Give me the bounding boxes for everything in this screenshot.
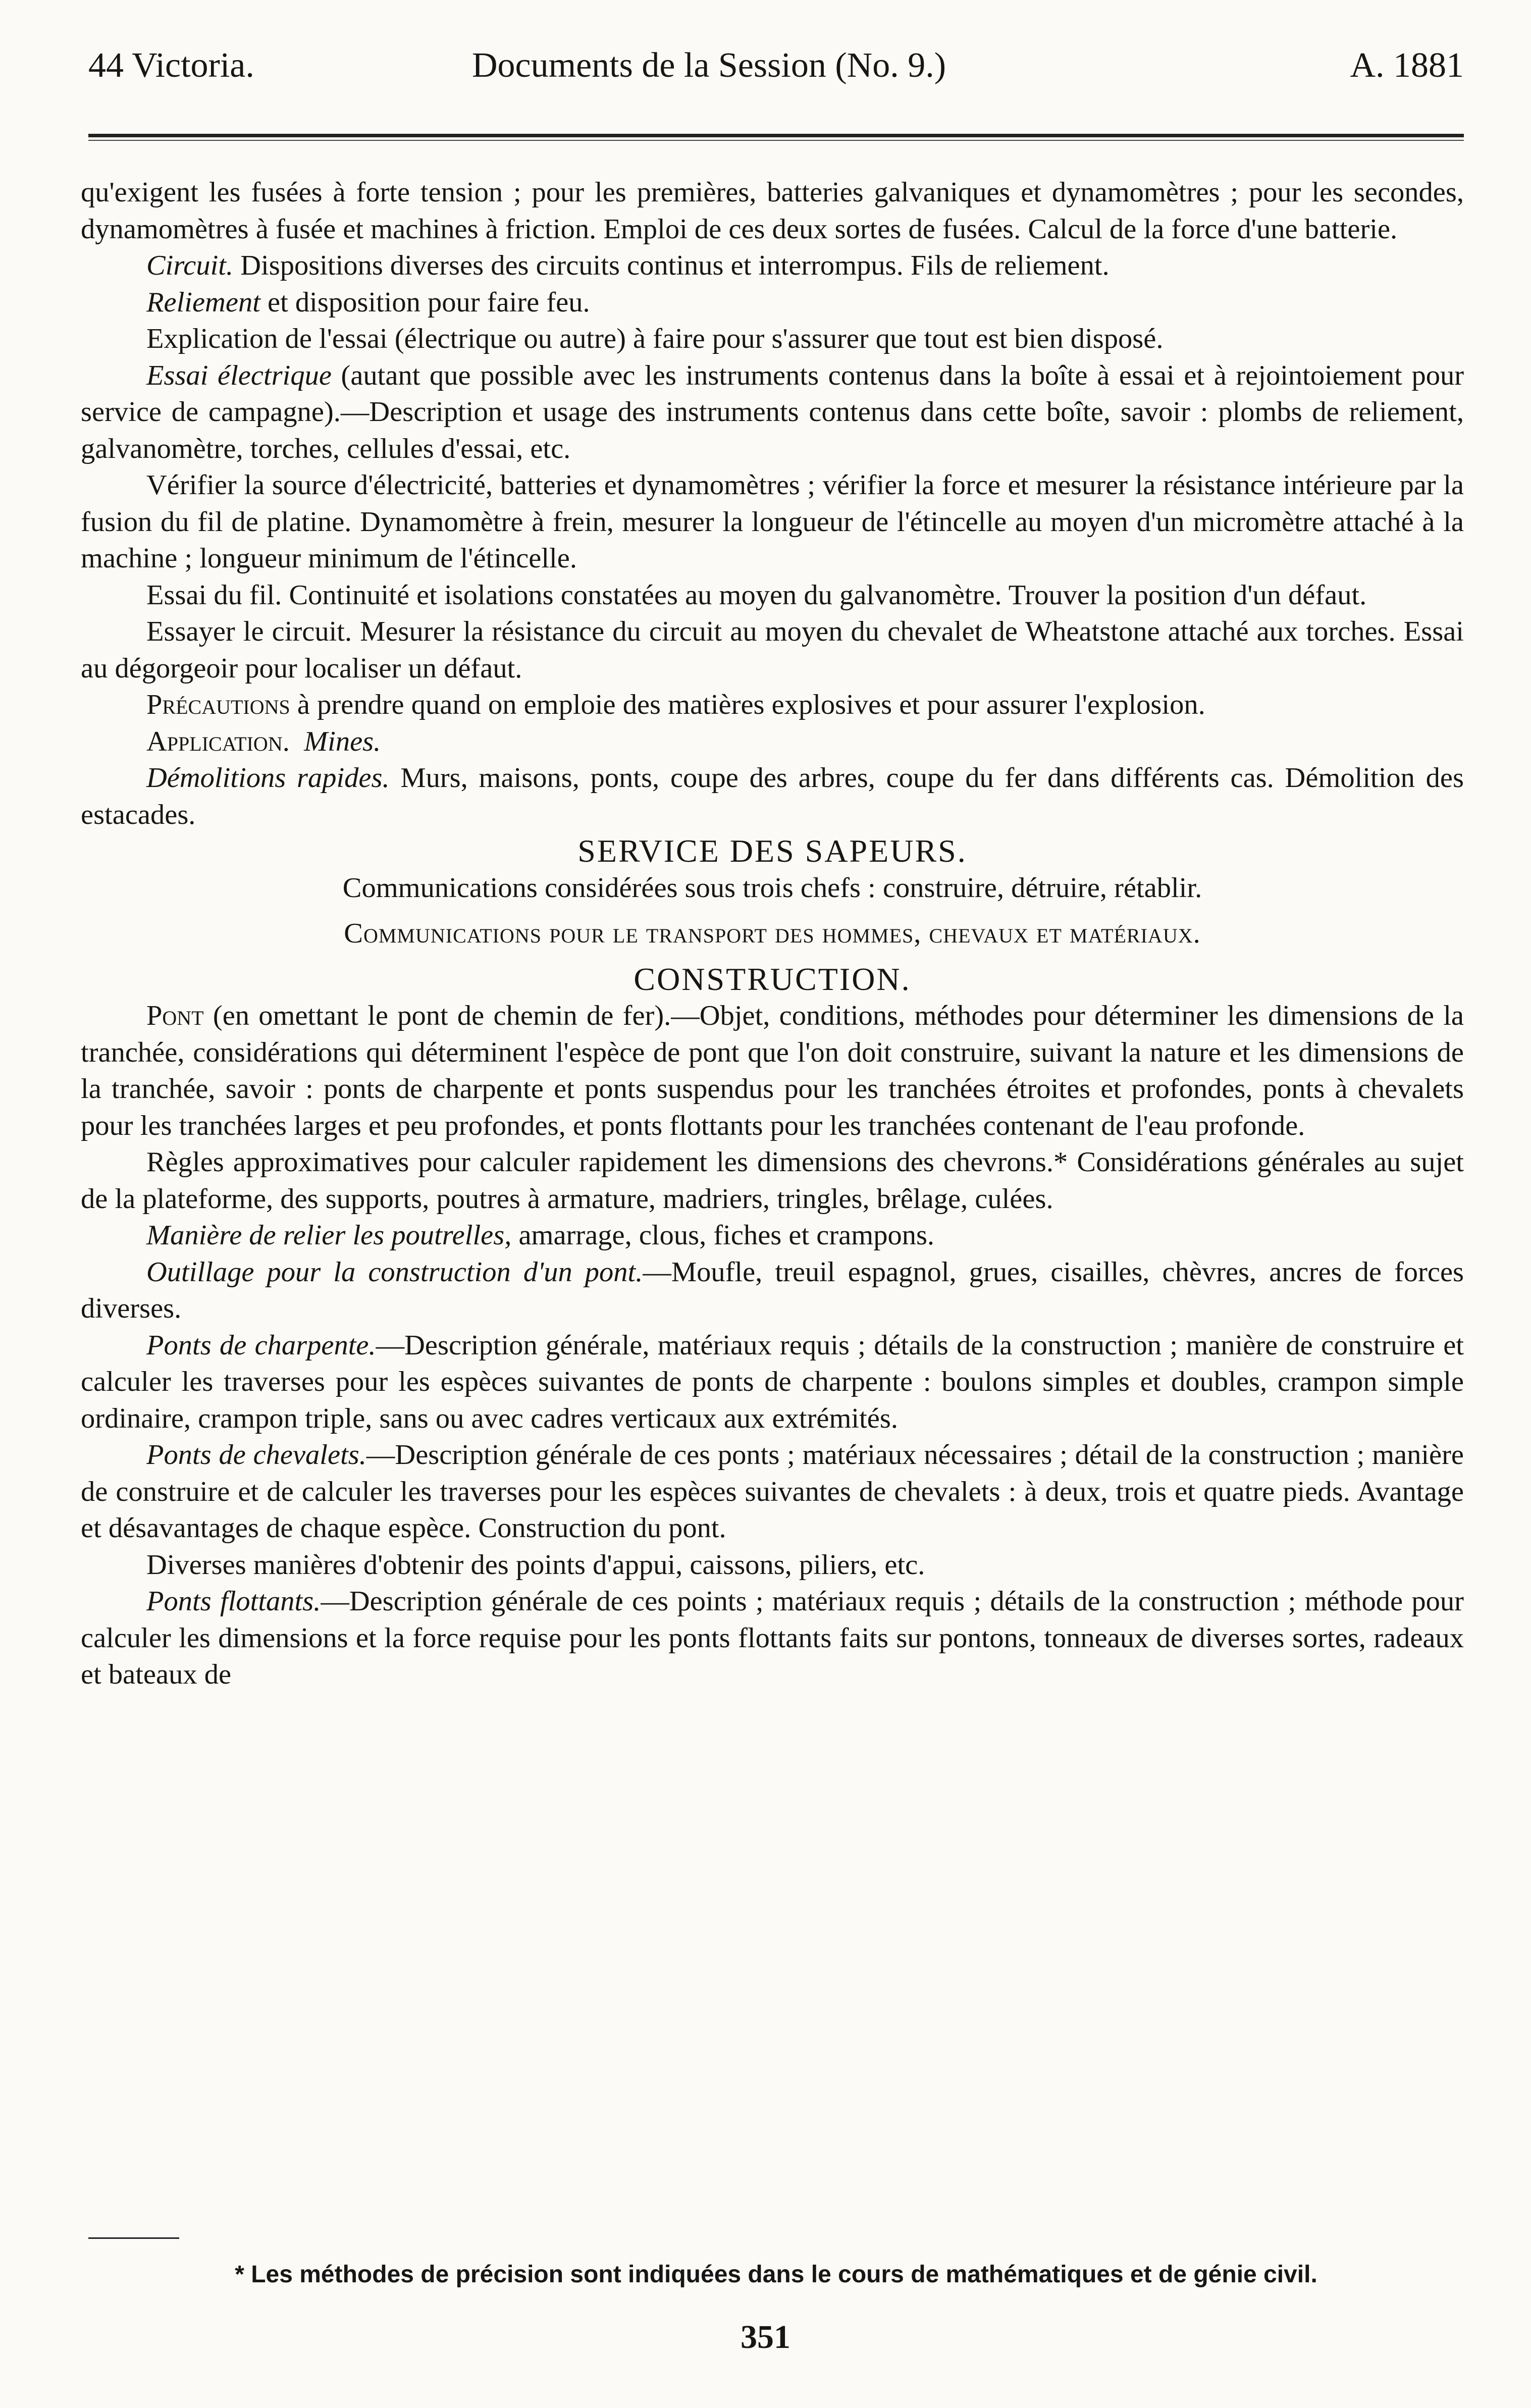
paragraph <box>81 687 1464 723</box>
header-right: A. 1881 <box>1350 46 1464 85</box>
paragraph-text: —Description générale, matériaux requis ; détails de la construction ; manière de construire et calculer les traverses pour les espèces suivantes de ponts de charpente : boulons simples et doubles, crampon simple ordinaire, crampon triple, sans ou avec cadres verticaux aux extrémités. <box>81 1329 1464 1434</box>
header-rule-thick <box>88 134 1464 137</box>
paragraph-text: Dispositions diverses des circuits continus et interrompus. Fils de reliement. <box>233 250 1110 281</box>
paragraph-text: et disposition pour faire feu. <box>260 286 590 318</box>
footnote-rule <box>88 2237 179 2239</box>
page-number: 351 <box>741 2319 790 2355</box>
paragraph-text: —Description générale de ces ponts ; matériaux nécessaires ; détail de la construction ; manière de construire et de calculer les traverses pour les espèces suivantes de chevalets : à deux, trois et quatre pieds. Avantage et désavantages de chaque espèce. Construction du pont. <box>81 1439 1464 1544</box>
paragraph: Explication de l'essai (électrique ou autre) à faire pour s'assurer que tout est bien disposé. <box>146 323 1164 354</box>
paragraph-lead: Essai électrique <box>146 359 332 391</box>
paragraph-lead: Ponts de chevalets. <box>146 1439 366 1471</box>
paragraph-lead: Circuit. <box>146 250 234 281</box>
paragraph: qu'exigent les fusées à forte tension ; pour les premières, batteries galvaniques et dynamomètres ; pour les secondes, dynamomètres à fusée et machines à friction. Emploi de ces deux sortes de fusées. Calcul de la force d'une batterie. <box>81 177 1464 245</box>
communications-heading: Communications pour le transport des hommes, chevaux et matériaux. <box>344 918 1201 949</box>
section-heading-sapeurs: SERVICE DES SAPEURS. <box>577 833 967 869</box>
paragraph-text: —Moufle, treuil espagnol, grues, cisailles, chèvres, ancres de forces diverses. <box>81 1256 1464 1324</box>
paragraph: Vérifier la source d'électricité, batteries et dynamomètres ; vérifier la force et mesurer la résistance intérieure par la fusion du fil de platine. Dynamomètre à frein, mesurer la longueur de l'étincelle au moyen d'un micromètre attaché à la machine ; longueur minimum de l'étincelle. <box>81 469 1464 574</box>
paragraph <box>81 760 1464 833</box>
paragraph <box>81 1217 1464 1254</box>
paragraph-lead: Outillage pour la construction d'un pont. <box>146 1256 643 1288</box>
paragraph: Diverses manières d'obtenir des points d'appui, caissons, piliers, etc. <box>146 1549 925 1581</box>
paragraph-lead: Précautions <box>146 689 290 720</box>
header-left: 44 Victoria. <box>88 46 254 85</box>
paragraph <box>81 723 1464 760</box>
paragraph <box>81 1583 1464 1693</box>
paragraph <box>81 1254 1464 1327</box>
paragraph <box>81 247 1464 284</box>
paragraph-lead: Reliement <box>146 286 260 318</box>
paragraph-lead: Ponts de charpente. <box>146 1329 376 1361</box>
paragraph <box>81 284 1464 321</box>
paragraph-lead: Application. <box>146 725 290 757</box>
paragraph-text: Mines. <box>304 725 381 757</box>
footnote: * Les méthodes de précision sont indiquées dans le cours de mathématiques et de génie civil. <box>235 2261 1317 2288</box>
paragraph-lead: Ponts flottants. <box>146 1586 321 1617</box>
header-center: Documents de la Session (No. 9.) <box>472 46 946 85</box>
paragraph-text: (autant que possible avec les instruments contenus dans la boîte à essai et à rejointoiement pour service de campagne).—Description et usage des instruments contenus dans cette boîte, savoir : plombs de reliement, galvanomètre, torches, cellules d'essai, etc. <box>81 359 1464 464</box>
paragraph <box>81 357 1464 467</box>
paragraph <box>81 998 1464 1144</box>
paragraph: Essai du fil. Continuité et isolations constatées au moyen du galvanomètre. Trouver la position d'un défaut. <box>146 579 1367 611</box>
page-header <box>88 45 1464 96</box>
paragraph-lead: Démolitions rapides. <box>146 762 390 794</box>
paragraph <box>81 1327 1464 1437</box>
communications-intro: Communications considérées sous trois chefs : construire, détruire, rétablir. <box>342 872 1202 904</box>
paragraph-text: —Description générale de ces points ; matériaux requis ; détails de la construction ; méthode pour calculer les dimensions et la force requise pour les ponts flottants faits sur pontons, tonneaux de diverses sortes, radeaux et bateaux de <box>81 1586 1464 1690</box>
paragraph-lead: Manière de relier les poutrelles, <box>146 1220 512 1251</box>
paragraph-text: (en omettant le pont de chemin de fer).—Objet, conditions, méthodes pour déterminer les dimensions de la tranchée, considérations qui déterminent l'espèce de pont que l'on doit construire, suivant la nature et les dimensions de la tranchée, savoir : ponts de charpente et ponts suspendus pour les tranchées étroites et profondes, ponts à chevalets pour les tranchées larges et peu profondes, et ponts flottants pour les tranchées contenant de l'eau profonde. <box>81 1000 1464 1141</box>
body-text <box>81 174 1464 1693</box>
paragraph-text: Murs, maisons, ponts, coupe des arbres, coupe du fer dans différents cas. Démolition des estacades. <box>81 762 1464 830</box>
header-rule-thin <box>88 140 1464 141</box>
paragraph-text: amarrage, clous, fiches et crampons. <box>511 1220 935 1251</box>
section-heading-construction: CONSTRUCTION. <box>633 961 911 997</box>
paragraph: Règles approximatives pour calculer rapidement les dimensions des chevrons.* Considérations générales au sujet de la plateforme, des supports, poutres à armature, madriers, tringles, brêlage, culées. <box>81 1146 1464 1215</box>
paragraph: Essayer le circuit. Mesurer la résistance du circuit au moyen du chevalet de Wheatstone attaché aux torches. Essai au dégorgeoir pour localiser un défaut. <box>81 616 1464 684</box>
paragraph-text: à prendre quand on emploie des matières explosives et pour assurer l'explosion. <box>290 689 1205 720</box>
paragraph <box>81 1437 1464 1547</box>
paragraph-lead: Pont <box>146 1000 204 1031</box>
